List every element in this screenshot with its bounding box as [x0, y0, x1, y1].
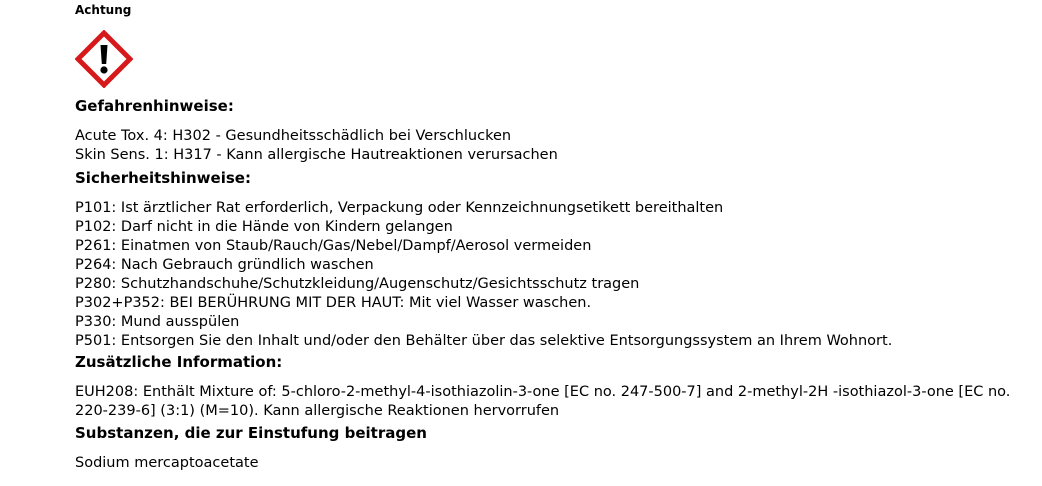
precautionary-statement: P261: Einatmen von Staub/Rauch/Gas/Nebel/Dampf/Aerosol vermeiden	[75, 238, 592, 254]
contributing-substances-heading: Substanzen, die zur Einstufung beitragen	[75, 424, 427, 442]
precautionary-statement: P330: Mund ausspülen	[75, 314, 240, 330]
hazard-statement: Acute Tox. 4: H302 - Gesundheitsschädlich bei Verschlucken	[75, 128, 512, 144]
precautionary-statement: P280: Schutzhandschuhe/Schutzkleidung/Augenschutz/Gesichtsschutz tragen	[75, 276, 640, 292]
precautionary-statement: P264: Nach Gebrauch gründlich waschen	[75, 257, 374, 273]
precautionary-statement: P501: Entsorgen Sie den Inhalt und/oder den Behälter über das selektive Entsorgungssystem an Ihrem Wohnort.	[75, 333, 893, 349]
label-elements	[75, 96, 1015, 473]
exclamation-mark-icon	[75, 30, 133, 88]
precautionary-statements-heading: Sicherheitshinweise:	[75, 169, 251, 187]
precautionary-statements-section	[75, 168, 1015, 351]
hazard-statements-section	[75, 96, 1015, 165]
precautionary-statement: P101: Ist ärztlicher Rat erforderlich, Verpackung oder Kennzeichnungsetikett bereithalten	[75, 200, 724, 216]
additional-information-text: EUH208: Enthält Mixture of: 5-chloro-2-methyl-4-isothiazolin-3-one [EC no. 247-500-7] and 2-methyl-2H -isothiazol-3-one [EC no. 220-239-6] (3:1) (M=10). Kann allergische Reaktionen hervorrufen	[75, 384, 1011, 419]
additional-information-heading: Zusätzliche Information:	[75, 353, 283, 371]
precautionary-statement: P102: Darf nicht in die Hände von Kindern gelangen	[75, 219, 453, 235]
hazard-statements-heading: Gefahrenhinweise:	[75, 97, 234, 115]
additional-information-section	[75, 352, 1015, 421]
signal-word: Achtung	[75, 3, 132, 17]
contributing-substances-section	[75, 423, 1015, 473]
precautionary-statement: P302+P352: BEI BERÜHRUNG MIT DER HAUT: Mit viel Wasser waschen.	[75, 295, 592, 311]
substance-name: Sodium mercaptoacetate	[75, 455, 259, 471]
hazard-statement: Skin Sens. 1: H317 - Kann allergische Hautreaktionen verursachen	[75, 147, 558, 163]
